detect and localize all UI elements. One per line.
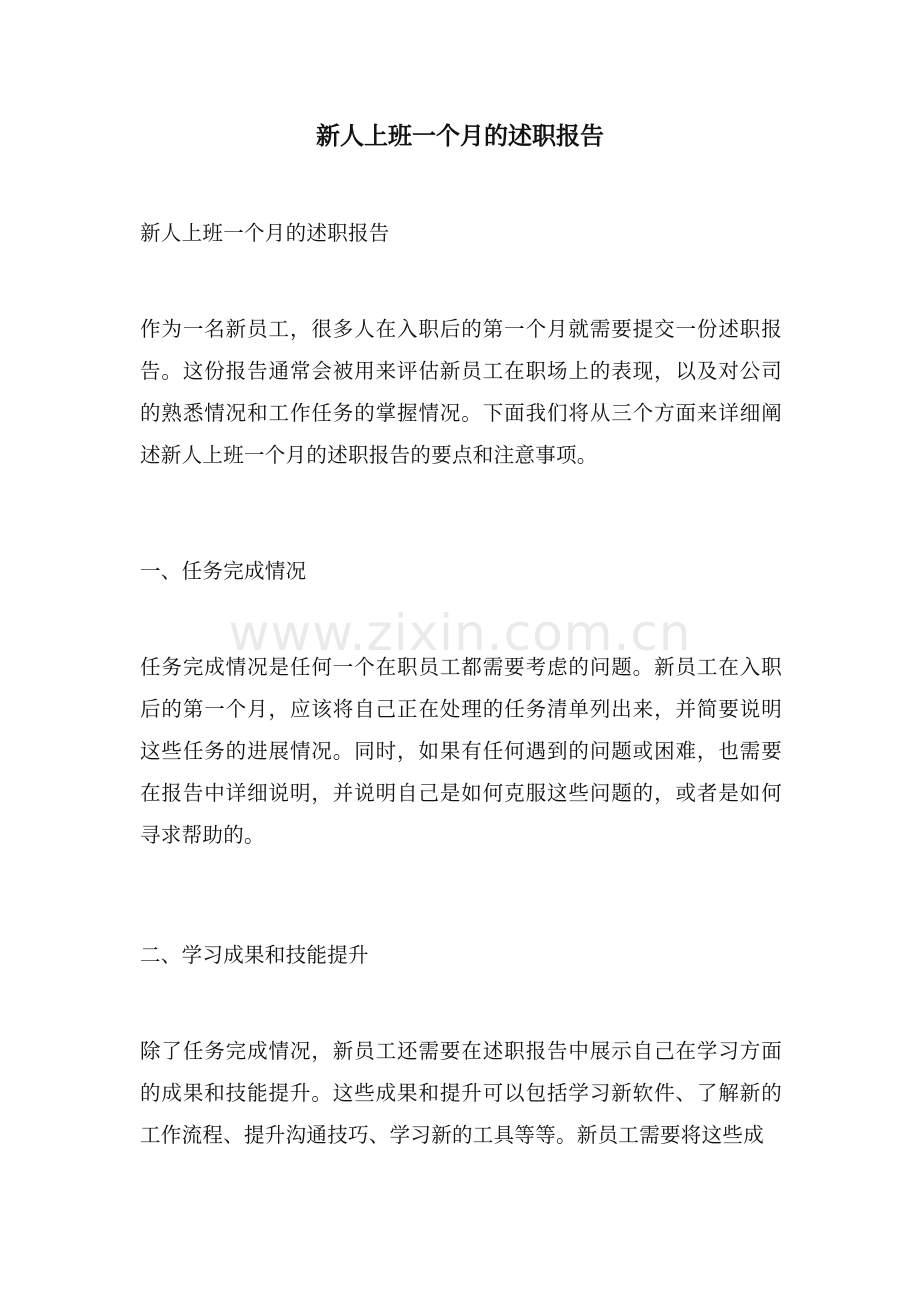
section-1-heading: 一、任务完成情况: [140, 559, 307, 583]
watermark-text: www.zixin.com.cn: [228, 604, 692, 662]
section-2-body: 除了任务完成情况，新员工还需要在述职报告中展示自己在学习方面的成果和技能提升。这些成果和提升可以包括学习新软件、了解新的工作流程、提升沟通技巧、学习新的工具等等。新员工需要将这些成: [140, 1039, 782, 1147]
section-2-heading: 二、学习成果和技能提升: [140, 943, 369, 967]
document-title: 新人上班一个月的述职报告: [316, 121, 604, 150]
document-subtitle: 新人上班一个月的述职报告: [140, 221, 390, 245]
section-1-body: 任务完成情况是任何一个在职员工都需要考虑的问题。新员工在入职后的第一个月，应该将自己正在处理的任务清单列出来，并简要说明这些任务的进展情况。同时，如果有任何遇到的问题或困难，也需要在报告中详细说明，并说明自己是如何克服这些问题的，或者是如何寻求帮助的。: [140, 655, 782, 847]
intro-paragraph: 作为一名新员工，很多人在入职后的第一个月就需要提交一份述职报告。这份报告通常会被用来评估新员工在职场上的表现，以及对公司的熟悉情况和工作任务的掌握情况。下面我们将从三个方面来详细阐述新人上班一个月的述职报告的要点和注意事项。: [140, 317, 782, 467]
